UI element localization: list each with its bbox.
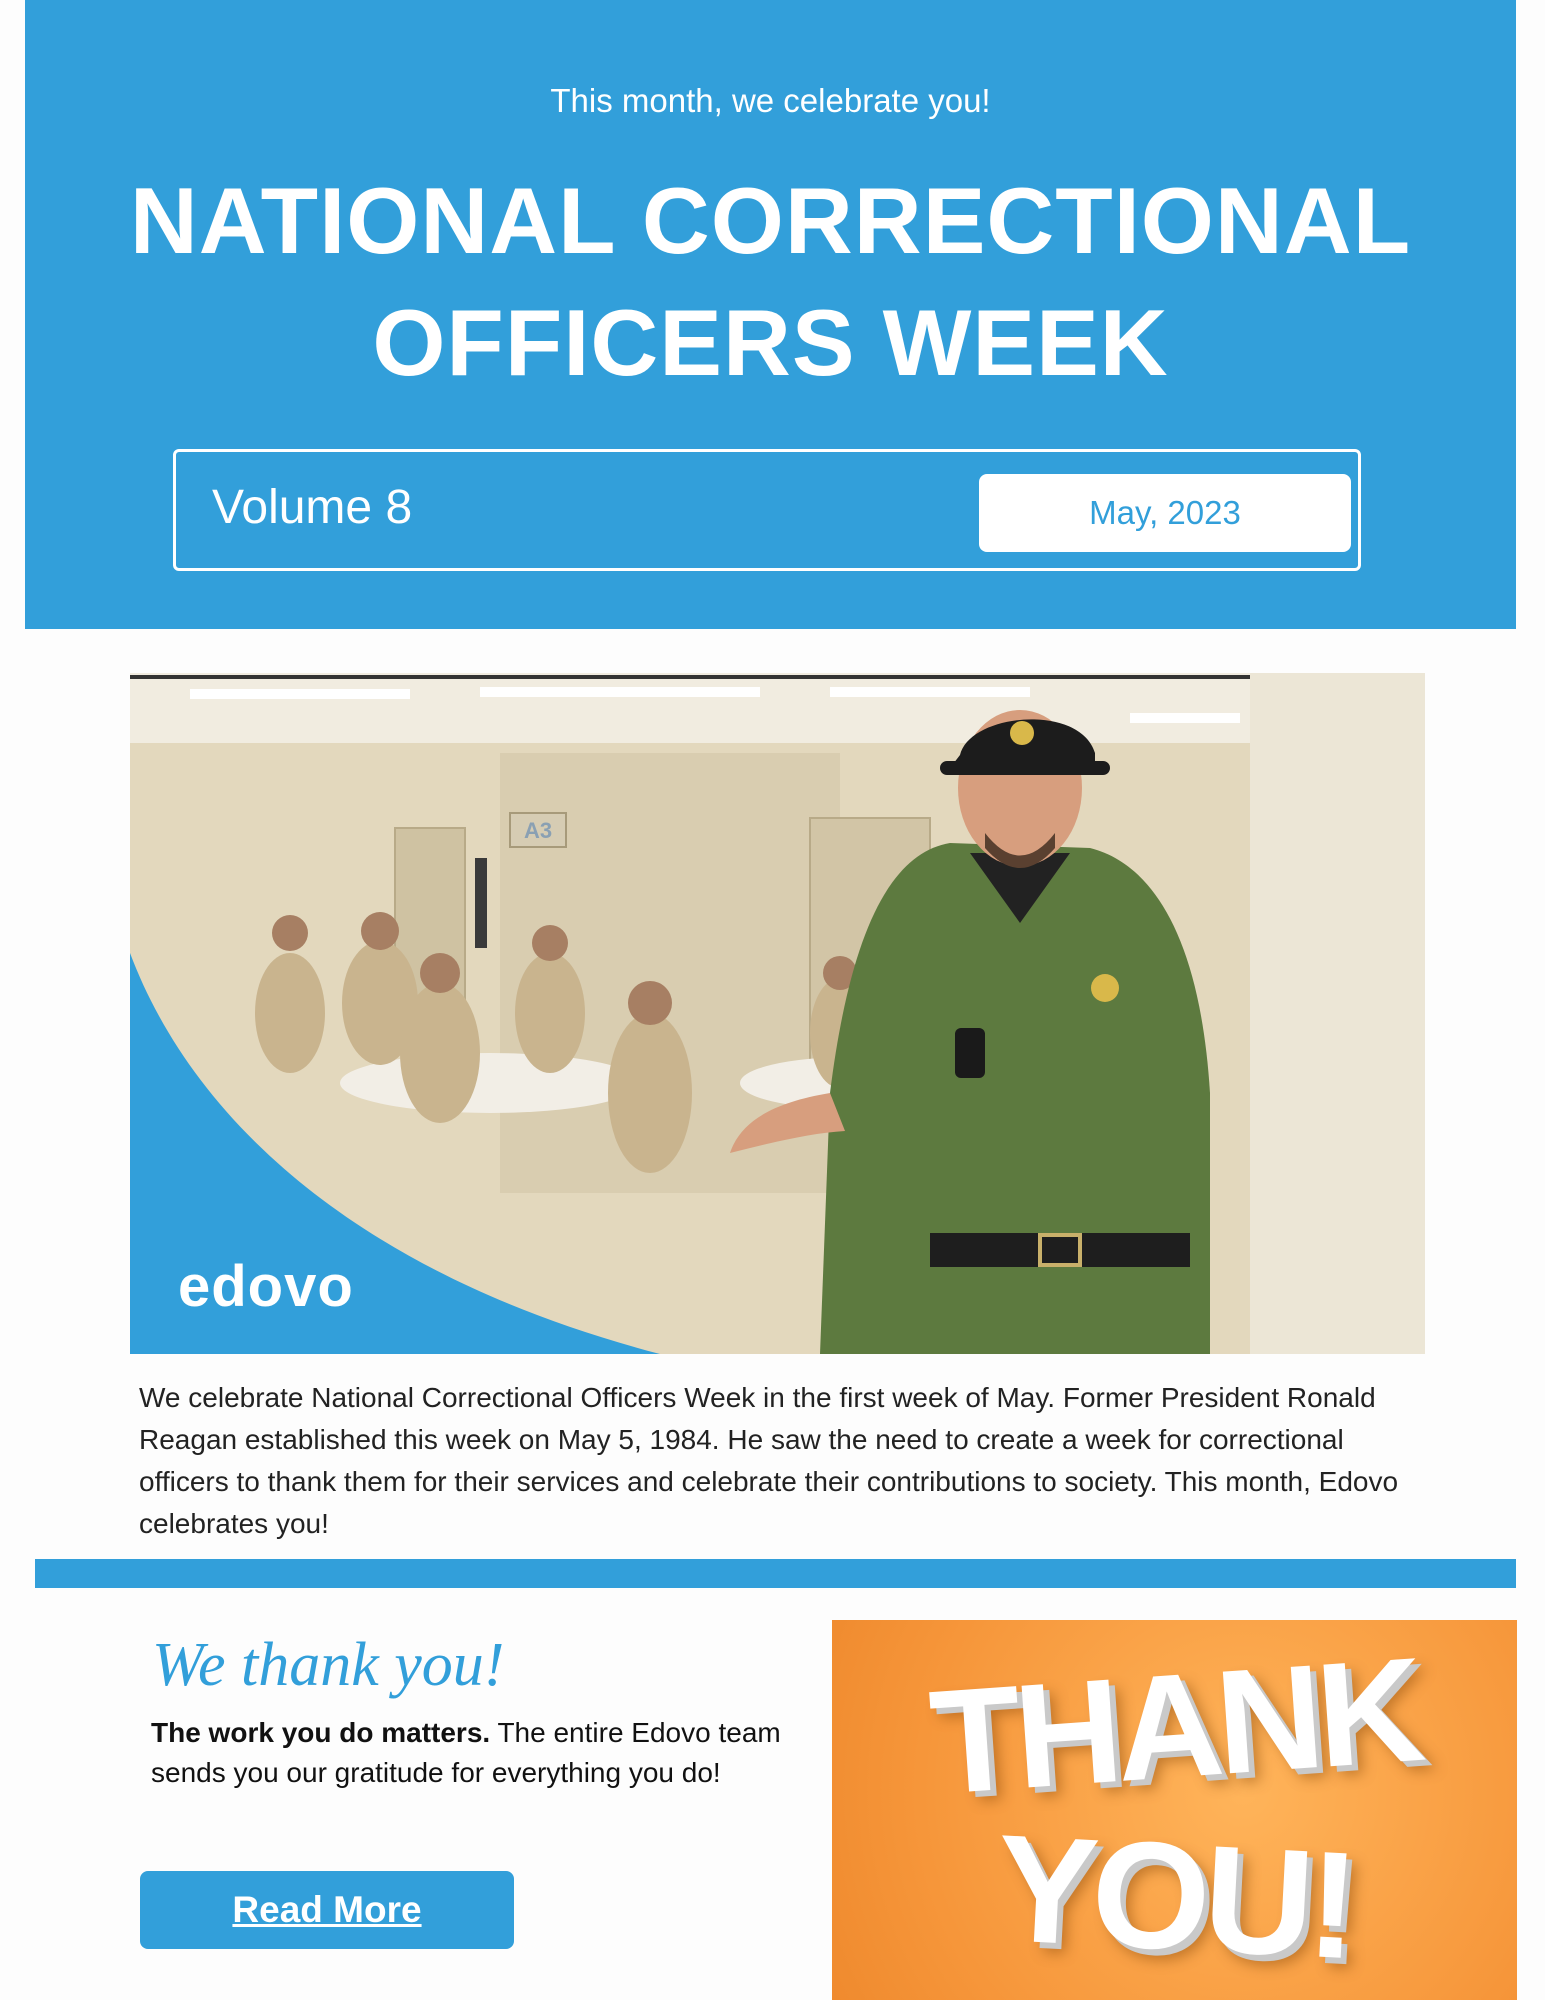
volume-label: Volume 8 bbox=[212, 481, 413, 534]
thanks-text: The entire Edovo team sends you our gratitude for everything you do! bbox=[151, 1717, 781, 1788]
wall-sign-text: A3 bbox=[523, 818, 553, 843]
header-banner bbox=[25, 0, 1516, 629]
section-divider bbox=[35, 1559, 1516, 1588]
thanks-heading: We thank you! bbox=[152, 1631, 505, 1699]
thanks-paragraph bbox=[151, 1713, 811, 1793]
read-more-button[interactable]: Read More bbox=[140, 1871, 514, 1949]
page-title bbox=[25, 160, 1516, 404]
thanks-lead: The work you do matters. bbox=[151, 1717, 491, 1748]
thank-you-image bbox=[832, 1620, 1517, 2000]
tagline: This month, we celebrate you! bbox=[550, 82, 991, 119]
title-line-1: NATIONAL CORRECTIONAL bbox=[129, 168, 1412, 273]
edovo-logo: edovo bbox=[178, 1254, 354, 1319]
hero-photo bbox=[130, 673, 1425, 1354]
date-badge: May, 2023 bbox=[979, 474, 1351, 552]
intro-paragraph: We celebrate National Correctional Officers Week in the first week of May. Former President Ronald Reagan established this week on May 5, 1984. He saw the need to create a week for correctional officers to thank them for their services and celebrate their contributions to society. This month, Edovo celebrates you! bbox=[139, 1382, 1399, 1539]
title-line-2: OFFICERS WEEK bbox=[372, 290, 1169, 395]
thank-you-line-2: YOU! bbox=[992, 1802, 1357, 1992]
volume-box bbox=[173, 449, 1361, 571]
thank-you-line-1: THANK bbox=[925, 1627, 1424, 1826]
officer-classroom-illustration bbox=[130, 673, 1425, 1354]
